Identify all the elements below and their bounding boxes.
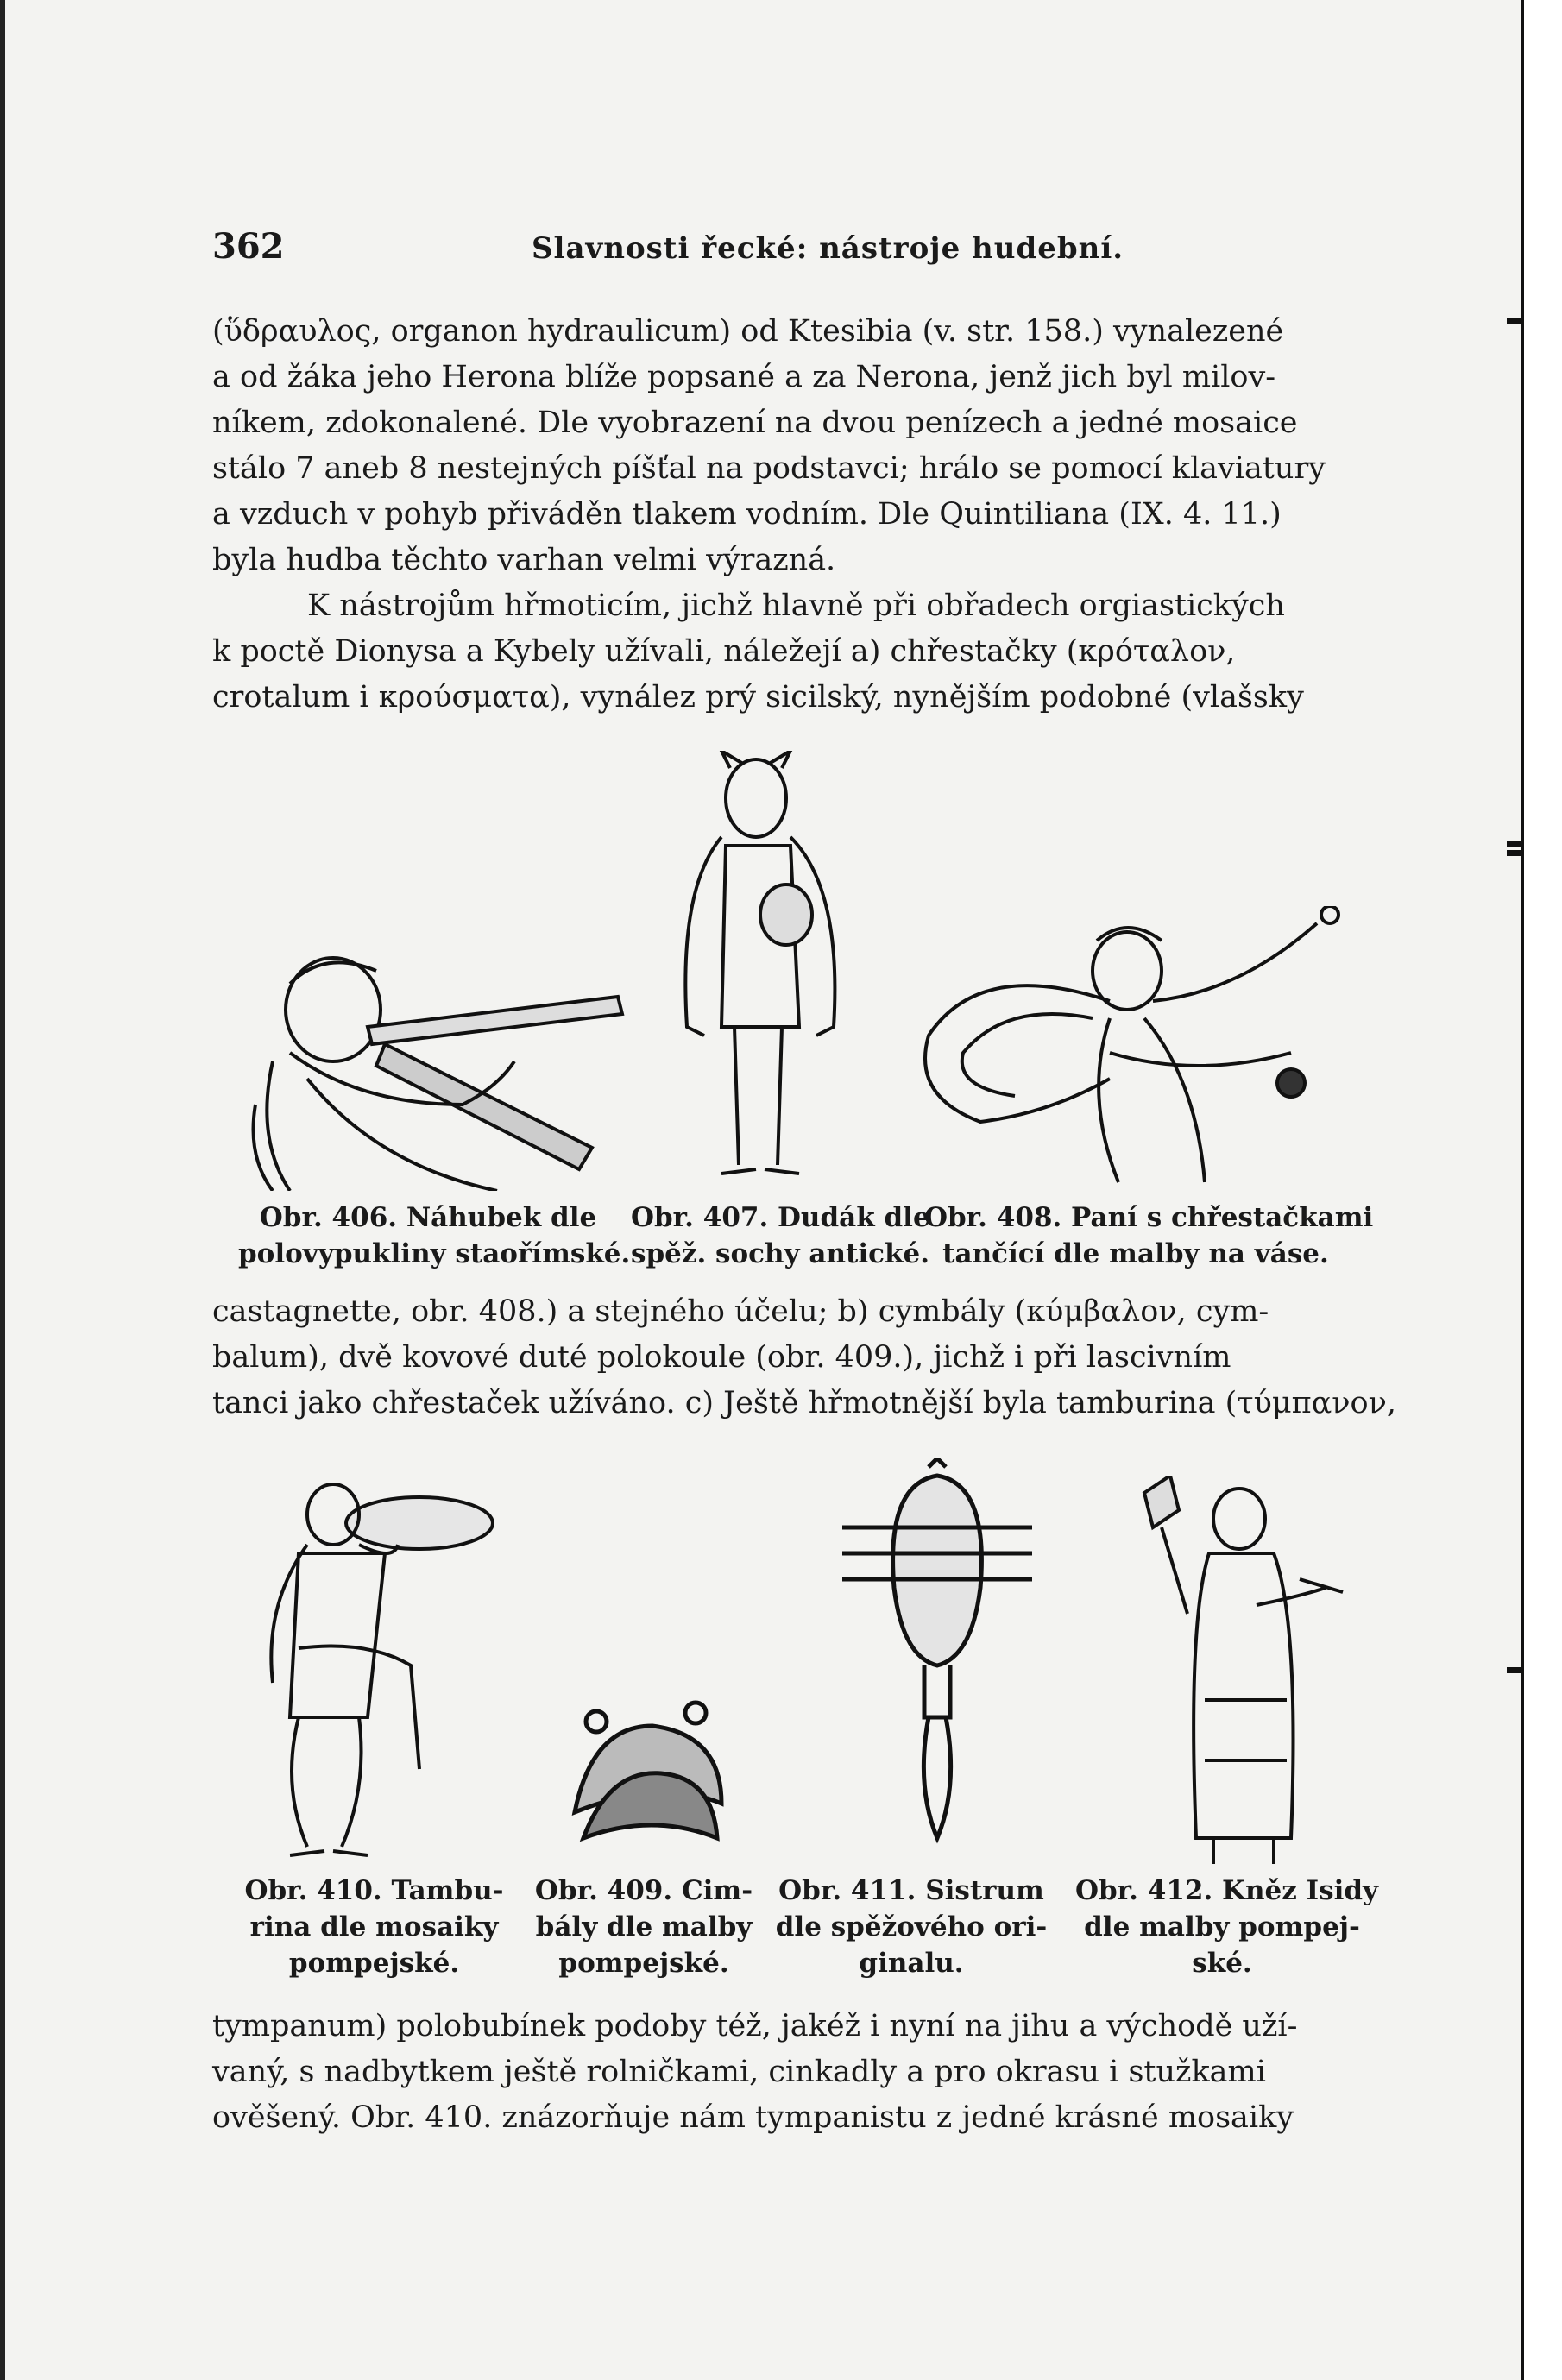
sistrum-illustration	[834, 1458, 1041, 1847]
running-title: Slavnosti řecké: nástroje hudební.	[532, 231, 1124, 266]
caption-line: Obr. 406. Náhubek dle	[259, 1202, 597, 1233]
figure-408-caption	[924, 1199, 1374, 1272]
caption-line: Obr. 410. Tambu-	[244, 1875, 504, 1906]
figure-406-caption	[238, 1199, 631, 1272]
cymbals-illustration	[557, 1691, 739, 1864]
page-header	[212, 226, 1369, 269]
caption-line: spěž. sochy antické.	[631, 1238, 929, 1269]
figure-407-caption	[631, 1199, 930, 1272]
text-line: crotalum i κρούσματα), vynález prý sicilský, nynějším podobné (vlašsky	[212, 680, 1304, 715]
caption-line: pompejské.	[558, 1948, 729, 1979]
paragraph-tympanum	[212, 2004, 1360, 2141]
text-line: tympanum) polobubínek podoby též, jakéž i nyní na jihu a východě uží-	[212, 2009, 1298, 2043]
bagpiper-illustration	[670, 751, 860, 1182]
caption-line: Obr. 412. Kněz Isidy	[1075, 1875, 1379, 1906]
text-line: tanci jako chřestaček užíváno. c) Ještě hřmotnější byla tamburina (τύμπανον,	[212, 1386, 1397, 1420]
text-line: stálo 7 aneb 8 nestejných píšťal na podstavci; hrálo se pomocí klaviatury	[212, 451, 1326, 486]
scan-right-edge	[1521, 0, 1562, 2380]
text-line: byla hudba těchto varhan velmi výrazná.	[212, 543, 836, 577]
text-line: níkem, zdokonalené. Dle vyobrazení na dvou penízech a jedné mosaice	[212, 406, 1298, 440]
dancing-woman-illustration	[911, 906, 1351, 1191]
tambourine-player-illustration	[247, 1458, 506, 1864]
figure-409-caption	[532, 1873, 756, 1981]
caption-line: bály dle malby	[535, 1911, 753, 1942]
bagpiper-statue-figure	[670, 751, 860, 1182]
dancing-woman-figure	[911, 906, 1351, 1191]
text-line: K nástrojům hřmoticím, jichž hlavně při obřadech orgiastických	[307, 589, 1285, 623]
text-line: a vzduch v pohyb přiváděn tlakem vodním. Dle Quintiliana (IX. 4. 11.)	[212, 497, 1282, 532]
caption-line: rina dle mosaiky	[249, 1911, 499, 1942]
text-line: a od žáka jeho Herona blíže popsané a za Nerona, jenž jich byl milov-	[212, 360, 1276, 394]
caption-line: polovypukliny staořímské.	[238, 1238, 631, 1269]
flute-player-illustration	[238, 932, 635, 1191]
text-line: vaný, s nadbytkem ještě rolničkami, cinkadly a pro okrasu i stužkami	[212, 2055, 1266, 2089]
figure-411-caption	[765, 1873, 1058, 1981]
text-line: castagnette, obr. 408.) a stejného účelu; b) cymbály (κύμβαλον, cym-	[212, 1294, 1269, 1329]
caption-line: dle malby pompej-	[1084, 1911, 1360, 1942]
priest-isis-figure	[1127, 1476, 1351, 1873]
caption-line: ské.	[1192, 1948, 1252, 1979]
paragraph-cymbals	[212, 1289, 1397, 1426]
sistrum-figure	[834, 1458, 1041, 1847]
caption-line: dle spěžového ori-	[775, 1911, 1048, 1942]
caption-line: Obr. 407. Dudák dle	[631, 1202, 930, 1233]
caption-line: Obr. 409. Cim-	[534, 1875, 753, 1906]
caption-line: Obr. 411. Sistrum	[778, 1875, 1044, 1906]
paragraph-percussion	[212, 583, 1360, 721]
paragraph-hydraulis	[212, 309, 1360, 583]
caption-line: Obr. 408. Paní s chřestačkami	[924, 1202, 1374, 1233]
text-line: k poctě Dionysa a Kybely užívali, náležejí a) chřestačky (κρόταλον,	[212, 634, 1236, 669]
text-line: (ὕδραυλος, organon hydraulicum) od Ktesibia (v. str. 158.) vynalezené	[212, 314, 1284, 349]
page-number: 362	[212, 226, 285, 267]
cymbals-figure	[557, 1691, 739, 1864]
priest-isis-illustration	[1127, 1476, 1351, 1873]
tambourine-player-figure	[247, 1458, 506, 1864]
caption-line: ginalu.	[859, 1948, 964, 1979]
text-line: ověšený. Obr. 410. znázorňuje nám tympanistu z jedné krásné mosaiky	[212, 2100, 1294, 2135]
figure-412-caption	[1075, 1873, 1379, 1981]
flute-player-figure	[238, 932, 635, 1191]
text-line: balum), dvě kovové duté polokoule (obr. 409.), jichž i při lascivním	[212, 1340, 1231, 1375]
figure-410-caption	[225, 1873, 523, 1981]
caption-line: pompejské.	[288, 1948, 460, 1979]
caption-line: tančící dle malby na váse.	[942, 1238, 1329, 1269]
